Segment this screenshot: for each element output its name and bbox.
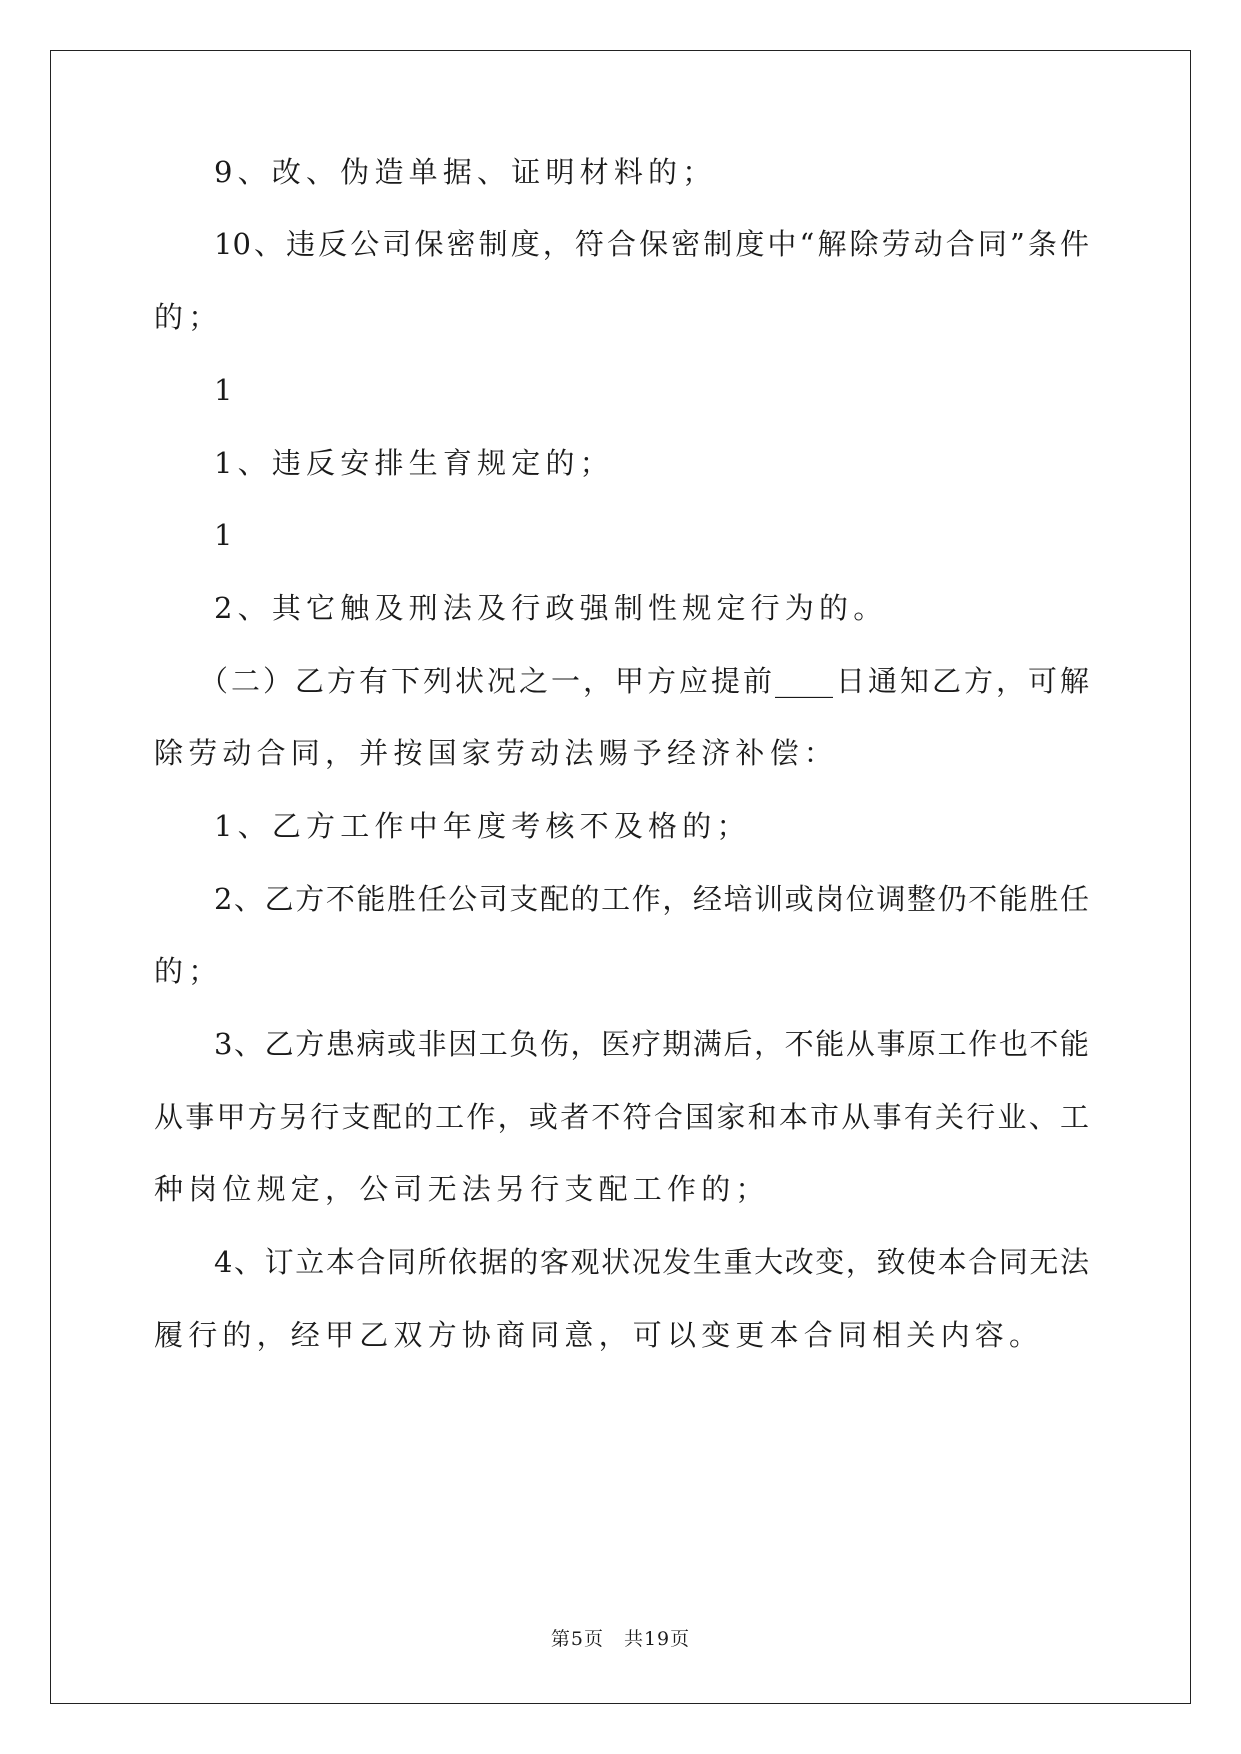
paragraph-line: 的；: [154, 954, 223, 988]
paragraph-line: 从事甲方另行支配的工作，或者不符合国家和本市从事有关行业、工: [154, 1100, 1089, 1134]
paragraph-line: 2、其它触及刑法及行政强制性规定行为的。: [214, 591, 888, 625]
paragraph-line: 1、违反安排生育规定的；: [214, 446, 614, 480]
paragraph-line: 1: [214, 518, 238, 552]
paragraph-line: （二）乙方有下列状况之一，甲方应提前____日通知乙方，可解: [199, 664, 1089, 698]
paragraph-line: 1、乙方工作中年度考核不及格的；: [214, 809, 751, 843]
paragraph-line: 9、改、伪造单据、证明材料的；: [214, 155, 717, 189]
page-number-footer: 第5页 共19页: [550, 1628, 691, 1650]
paragraph-line: 10、违反公司保密制度，符合保密制度中“解除劳动合同”条件: [214, 227, 1089, 261]
paragraph-line: 2、乙方不能胜任公司支配的工作，经培训或岗位调整仍不能胜任: [214, 882, 1089, 916]
paragraph-line: 种岗位规定，公司无法另行支配工作的；: [154, 1172, 770, 1206]
paragraph-line: 除劳动合同，并按国家劳动法赐予经济补偿：: [154, 736, 839, 770]
paragraph-line: 1: [214, 373, 238, 407]
paragraph-line: 3、乙方患病或非因工负伤，医疗期满后，不能从事原工作也不能: [214, 1027, 1089, 1061]
paragraph-line: 履行的，经甲乙双方协商同意，可以变更本合同相关内容。: [154, 1318, 1044, 1352]
paragraph-line: 的；: [154, 300, 223, 334]
paragraph-line: 4、订立本合同所依据的客观状况发生重大改变，致使本合同无法: [214, 1245, 1089, 1279]
